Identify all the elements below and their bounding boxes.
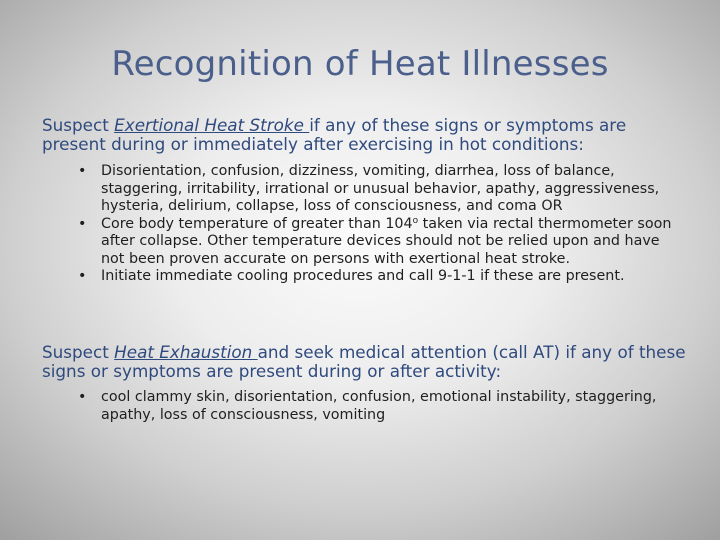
list-item-text: taken via rectal thermometer soon after collapse. Other temperature devices should not be relied upon and have not been proven accurate on persons with exertional heat stroke. <box>101 215 672 267</box>
bullet-icon: • <box>78 389 87 405</box>
intro-text: if any of these signs or symptoms are present during or immediately after exercising in hot conditions: <box>42 115 627 154</box>
intro-text: and seek medical attention (call AT) if any of these signs or symptoms are present during or after activity: <box>42 342 686 381</box>
heat-exhaustion-term: Heat Exhaustion <box>114 342 258 362</box>
degree-superscript: o <box>412 215 419 226</box>
bullet-icon: • <box>78 215 87 232</box>
intro-text: Suspect <box>42 115 115 135</box>
heat-exhaustion-symptom-list <box>78 389 684 424</box>
list-item-text: Core body temperature of greater than 104 <box>101 215 413 232</box>
bullet-icon: • <box>78 163 87 179</box>
slide-title: Recognition of Heat Illnesses <box>111 44 609 84</box>
intro-text: Suspect <box>42 342 115 362</box>
heat-stroke-symptom-list <box>78 163 684 286</box>
list-item <box>78 163 684 216</box>
list-item-text: cool clammy skin, disorientation, confusion, emotional instability, staggering, apathy, loss of consciousness, vomiting <box>101 389 657 423</box>
list-item-text: Disorientation, confusion, dizziness, vomiting, diarrhea, loss of balance, staggering, irritability, irrational or unusual behavior, apathy, aggressiveness, hysteria, delirium, collapse, loss of consciousness, and coma OR <box>101 163 660 214</box>
heat-stroke-term: Exertional Heat Stroke <box>114 115 310 135</box>
heat-stroke-intro <box>42 116 692 154</box>
list-item <box>78 389 684 424</box>
heat-exhaustion-intro <box>42 343 692 381</box>
list-item <box>78 216 684 269</box>
list-item <box>78 268 684 286</box>
list-item-text: Initiate immediate cooling procedures and call 9-1-1 if these are present. <box>101 268 625 284</box>
bullet-icon: • <box>78 268 87 284</box>
